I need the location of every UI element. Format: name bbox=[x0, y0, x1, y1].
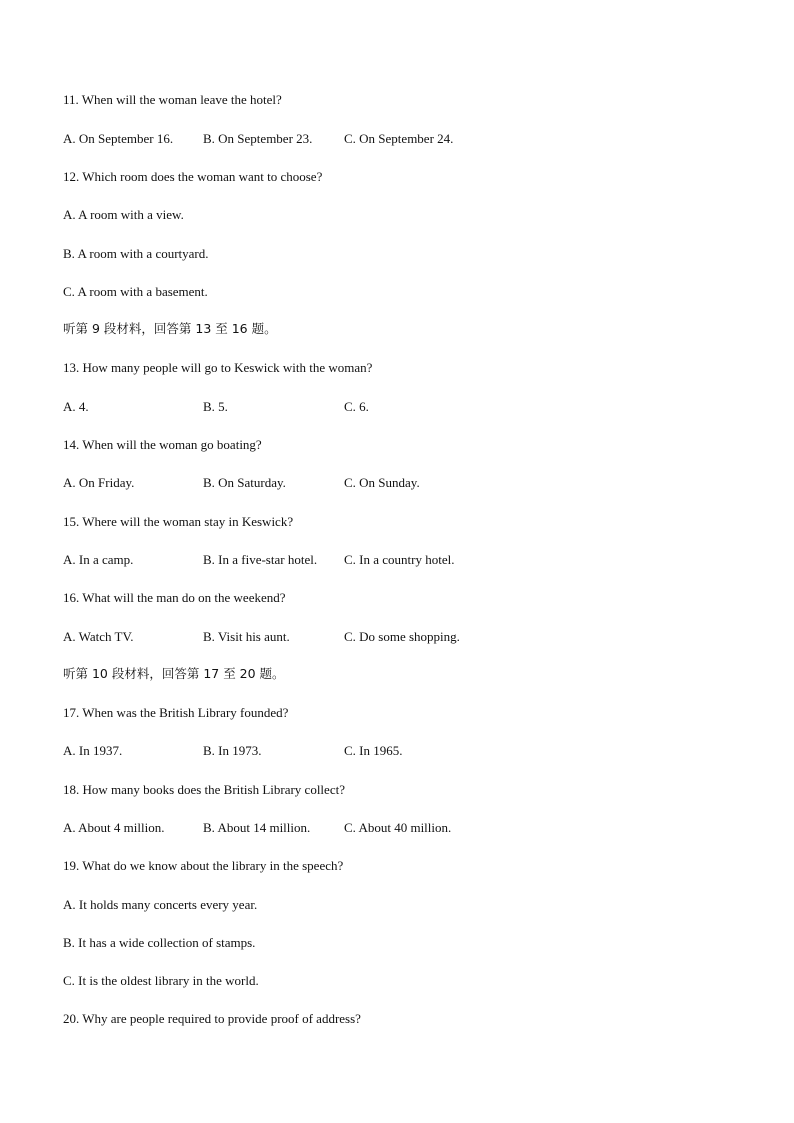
question-17-stem: 17. When was the British Library founded? bbox=[63, 705, 289, 720]
question-13-option-c: C. 6. bbox=[344, 399, 369, 414]
question-12-option-a: A. A room with a view. bbox=[63, 207, 184, 222]
question-16-stem: 16. What will the man do on the weekend? bbox=[63, 590, 286, 605]
question-13-option-b: B. 5. bbox=[203, 399, 228, 414]
question-14-stem: 14. When will the woman go boating? bbox=[63, 437, 262, 452]
question-19-option-c: C. It is the oldest library in the world. bbox=[63, 973, 259, 988]
question-15-option-b: B. In a five-star hotel. bbox=[203, 552, 318, 567]
question-14-option-c: C. On Sunday. bbox=[344, 475, 420, 490]
question-15-option-c: C. In a country hotel. bbox=[344, 552, 455, 567]
question-16-option-b: B. Visit his aunt. bbox=[203, 629, 290, 644]
question-11-option-c: C. On September 24. bbox=[344, 131, 454, 146]
section-header-10: 听第 10 段材料，回答第 17 至 20 题。 bbox=[63, 666, 285, 681]
question-18-option-a: A. About 4 million. bbox=[63, 820, 165, 835]
question-20-stem: 20. Why are people required to provide proof of address? bbox=[63, 1011, 361, 1026]
question-18-option-c: C. About 40 million. bbox=[344, 820, 452, 835]
question-17-option-c: C. In 1965. bbox=[344, 743, 403, 758]
question-11-stem: 11. When will the woman leave the hotel? bbox=[63, 92, 282, 107]
question-17-option-a: A. In 1937. bbox=[63, 743, 123, 758]
question-19-option-b: B. It has a wide collection of stamps. bbox=[63, 935, 256, 950]
question-13-stem: 13. How many people will go to Keswick with the woman? bbox=[63, 360, 373, 375]
question-12-option-c: C. A room with a basement. bbox=[63, 284, 208, 299]
question-16-option-c: C. Do some shopping. bbox=[344, 629, 460, 644]
question-11-option-b: B. On September 23. bbox=[203, 131, 313, 146]
question-18-option-b: B. About 14 million. bbox=[203, 820, 311, 835]
question-19-option-a: A. It holds many concerts every year. bbox=[63, 897, 258, 912]
question-15-stem: 15. Where will the woman stay in Keswick? bbox=[63, 514, 294, 529]
question-11-option-a: A. On September 16. bbox=[63, 131, 174, 146]
question-12-stem: 12. Which room does the woman want to choose? bbox=[63, 169, 323, 184]
question-19-stem: 19. What do we know about the library in the speech? bbox=[63, 858, 344, 873]
question-13-option-a: A. 4. bbox=[63, 399, 89, 414]
question-14-option-b: B. On Saturday. bbox=[203, 475, 286, 490]
question-12-option-b: B. A room with a courtyard. bbox=[63, 246, 209, 261]
question-14-option-a: A. On Friday. bbox=[63, 475, 135, 490]
question-17-option-b: B. In 1973. bbox=[203, 743, 262, 758]
question-15-option-a: A. In a camp. bbox=[63, 552, 134, 567]
question-16-option-a: A. Watch TV. bbox=[63, 629, 134, 644]
question-18-stem: 18. How many books does the British Library collect? bbox=[63, 782, 345, 797]
section-header-9: 听第 9 段材料，回答第 13 至 16 题。 bbox=[63, 321, 277, 336]
